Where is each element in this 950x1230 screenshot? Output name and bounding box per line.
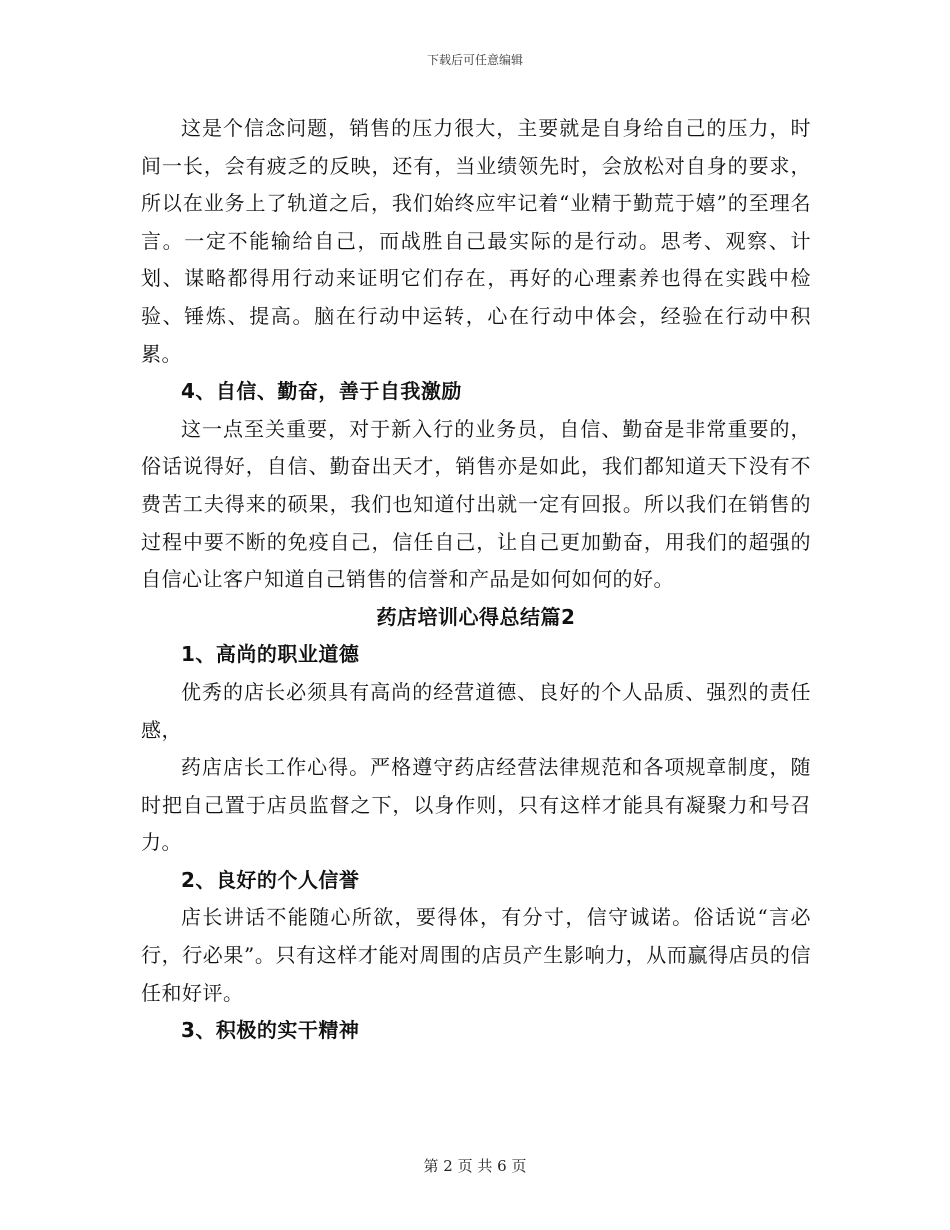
page-number: 第 2 页 共 6 页: [423, 1157, 527, 1175]
paragraph-belief: 这是个信念问题，销售的压力很大，主要就是自身给自己的压力，时间一长，会有疲乏的反映，还有，当业绩领先时，会放松对自身的要求，所以在业务上了轨道之后，我们始终应牢记着“业精于勤荒于嬉”的至理名言。一定不能输给自己，而战胜自己最实际的是行动。思考、观察、计划、谋略都得用行动来证明它们存在，再好的心理素养也得在实践中检验、锤炼、提高。脑在行动中运转，心在行动中体会，经验在行动中积累。: [141, 116, 811, 366]
page-header-note: 下载后可任意编辑: [426, 53, 523, 67]
heading-practical-spirit: 3、积极的实干精神: [181, 1018, 360, 1043]
paragraph-ethics: 优秀的店长必须具有高尚的经营道德、良好的个人品质、强烈的责任感，: [141, 679, 811, 742]
paragraph-manager-experience: 药店店长工作心得。严格遵守药店经营法律规范和各项规章制度，随时把自己置于店员监督之下，以身作则，只有这样才能具有凝聚力和号召力。: [141, 755, 811, 855]
paragraph-credibility: 店长讲话不能随心所欲，要得体，有分寸，信守诚诺。俗话说“言必行，行必果”。只有这样才能对周围的店员产生影响力，从而赢得店员的信任和好评。: [141, 905, 811, 1005]
heading-confidence-diligence: 4、自信、勤奋，善于自我激励: [181, 379, 462, 404]
heading-professional-ethics: 1、高尚的职业道德: [181, 642, 360, 667]
document-body: [141, 110, 811, 1050]
section-title: 药店培训心得总结篇2: [376, 604, 576, 629]
heading-personal-credibility: 2、良好的个人信誉: [181, 867, 360, 892]
paragraph-confidence: 这一点至关重要，对于新入行的业务员，自信、勤奋是非常重要的，俗话说得好，自信、勤奋出天才，销售亦是如此，我们都知道天下没有不费苦工夫得来的硕果，我们也知道付出就一定有回报。所以我们在销售的过程中要不断的免疫自己，信任自己，让自己更加勤奋，用我们的超强的自信心让客户知道自己销售的信誉和产品是如何如何的好。: [141, 416, 811, 592]
